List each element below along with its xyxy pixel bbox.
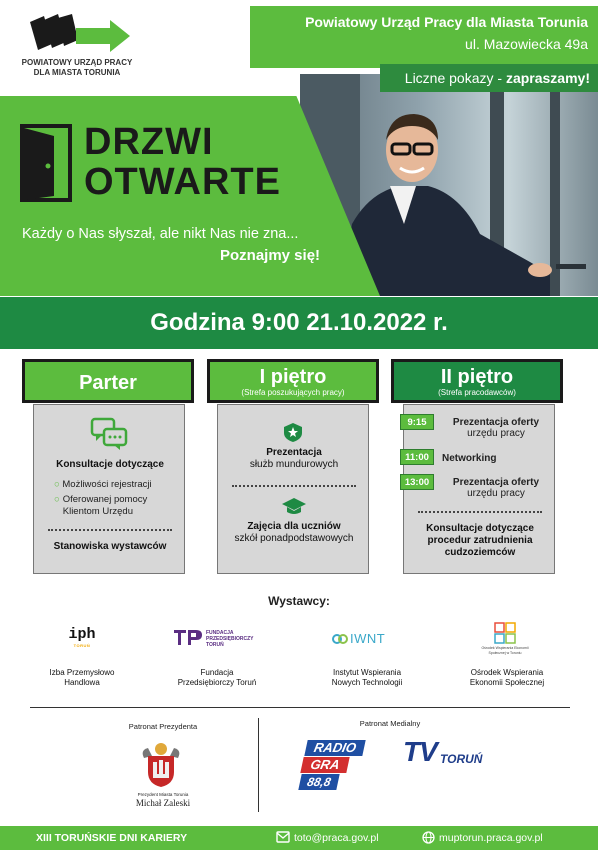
iwnt-logo-icon [332,632,348,651]
first-item1: służb mundurowych [249,459,339,470]
parter-stands: Stanowiska wystawców [53,541,167,552]
org-name: Powiatowy Urząd Pracy dla Miasta Torunia [305,14,588,30]
tagline-bold: Poznajmy się! [220,247,321,264]
owes-logo-icon [494,622,516,649]
name-line: Ośrodek Wspierania [470,668,544,677]
shows-bold: zapraszamy! [505,70,590,86]
footer-event: XIII TORUŃSKIE DNI KARIERY [36,832,188,844]
title-line2: OTWARTE [84,161,281,203]
footer [0,826,598,850]
bullet-text: Oferowanej pomocy Klientom Urzędu [62,494,148,517]
exhibitor-name [157,668,277,688]
tv-torun-logo: TV [403,736,437,767]
second-floor-header [391,359,563,403]
name-line: Handlowa [64,678,100,687]
name-line: Przedsiębiorczy Toruń [177,678,257,687]
first-floor-panel [217,404,369,574]
vertical-divider [258,718,259,812]
divider [48,529,172,531]
schedule-bold: Networking [442,453,497,464]
first-item2-bold: Zajęcia dla uczniów [247,521,341,532]
torun-coat-of-arms-icon [140,740,182,793]
schedule-item [440,477,552,499]
divider [418,511,542,513]
president-name: Michał Zaleski [135,798,191,808]
date-bar: Godzina 9:00 21.10.2022 r. [0,297,598,349]
footer-web[interactable]: muptorun.praca.gov.pl [439,832,543,844]
parter-bullet: ○ Możliwości rejestracji [54,479,152,490]
name-line: Nowych Technologii [331,678,403,687]
fundacja-logo-text: FUNDACJA PRZEDSIĘBIORCZY TORUŃ [206,630,254,648]
president-label: Patronat Prezydenta [128,722,198,731]
exhibitor-name [22,668,142,688]
first-floor-header [207,359,379,403]
mail-icon [276,831,290,846]
second-floor-title: II piętro [440,366,514,388]
parter-title: Parter [79,372,137,394]
second-floor-panel [403,404,555,574]
logo-line2: DLA MIASTA TORUNIA [33,68,121,77]
parter-bullet: ○ Oferowanej pomocy Klientom Urzędu [54,494,178,518]
radio-gra-logo [300,740,370,792]
first-floor-subtitle: (Strefa poszukujących pracy) [241,388,345,397]
second-floor-subtitle: (Strefa pracodawców) [438,388,516,397]
tagline: Każdy o Nas słyszał, ale nikt Nas nie zna... [22,226,299,242]
tv-torun-city: TORUŃ [440,752,483,766]
time-tag: 9:15 [400,414,434,430]
fundacja-logo-icon [174,628,204,653]
title-line1: DRZWI [84,121,214,163]
door-icon [20,124,72,202]
graduation-cap-icon [281,497,307,520]
iph-logo-sub: TORUŃ [73,643,91,648]
name-line: Fundacja [200,668,234,677]
time-tag: 11:00 [400,449,434,465]
radio-line2: GRA [300,757,349,773]
schedule-bold: Prezentacja oferty [452,417,540,428]
shows-banner [380,64,598,92]
exhibitor-name [307,668,427,688]
media-label: Patronat Medialny [359,719,421,728]
iwnt-logo-text: IWNT [350,631,386,646]
org-box [250,6,598,68]
first-floor-title: I piętro [259,366,327,388]
logo-text [14,58,140,78]
owes-logo-text: Ośrodek Wspierania Ekonomii Społecznej w Toruniu [481,646,529,655]
chat-icon [90,417,128,456]
exhibitor-name [447,668,567,688]
pup-logo-icon [26,14,136,58]
radio-freq: 88,8 [298,774,339,790]
shows-text: Liczne pokazy - [404,70,506,86]
parter-consult-title: Konsultacje dotyczące [56,459,164,470]
schedule-bold: Prezentacja oferty [452,477,540,488]
name-line: Izba Przemysłowo [49,668,115,677]
bullet-text: Możliwości rejestracji [62,479,152,490]
name-line: Instytut Wspierania [332,668,402,677]
president-caption: Prezydent Miasta Torunia [137,792,189,797]
footer-email[interactable]: toto@praca.gov.pl [294,832,379,844]
schedule-item [440,417,552,439]
iph-logo [64,626,100,648]
globe-icon [422,831,435,847]
logo-line1: POWIATOWY URZĄD PRACY [21,58,133,67]
org-address: ul. Mazowiecka 49a [465,36,588,52]
schedule-rest: urzędu pracy [467,428,525,439]
schedule-rest: urzędu pracy [467,488,525,499]
time-tag: 13:00 [400,474,434,490]
divider [232,485,356,487]
radio-line1: RADIO [304,740,365,756]
exhibitors-title: Wystawcy: [268,594,330,608]
iph-logo-text: iph [68,626,96,643]
badge-icon [282,421,304,448]
parter-bullets [54,479,178,518]
second-consult: Konsultacje dotyczące procedur zatrudnienia cudzoziemców [426,523,534,558]
divider-line [30,707,570,708]
name-line: Ekonomii Społecznej [469,678,545,687]
first-item1-bold: Prezentacja [266,447,322,458]
first-item2: szkół ponadpodstawowych [234,533,354,544]
parter-panel [33,404,185,574]
parter-header [22,359,194,403]
